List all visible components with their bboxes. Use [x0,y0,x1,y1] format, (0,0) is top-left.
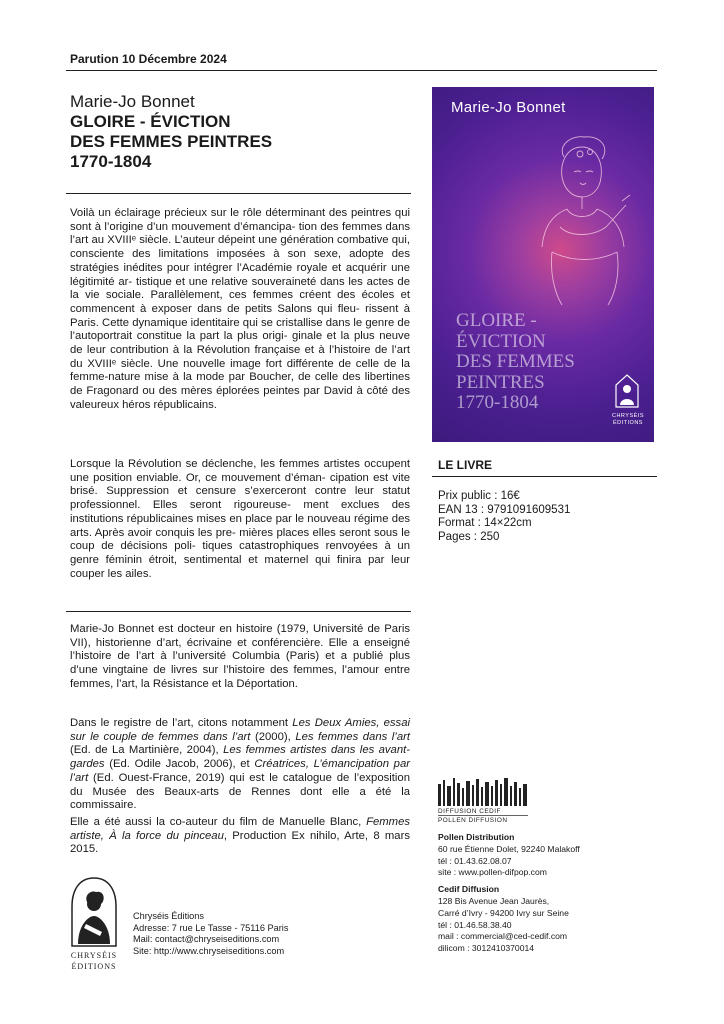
bio-text: (Ed. de La Martinière, 2004), [70,744,224,757]
work-title: Les Deux Amies, essai sur le couple de femmes dans l’art [70,717,410,743]
text-line: de Paris VII), historienne d’art, écrivaine et conférencière. [70,623,410,649]
work-title: Les femmes dans l’art [295,730,411,743]
summary-paragraph-2 [70,458,410,581]
publisher-info [133,911,288,957]
bio-text: Dans le registre de l’art, citons notamment [70,717,293,729]
cedif-dilicom: dilicom : 3012410370014 [438,943,535,954]
book-cover [432,87,654,442]
cover-title-line: GLOIRE - [456,310,537,331]
cover-publisher-line: ÉDITIONS [613,420,643,426]
text-line: mode par Boucher, de celle des libertines de Fragonard ou [70,371,410,398]
text-line: par le nouveau régime des arts. Après avoir conquis les pre- [70,512,411,539]
text-line: dans le genre de l’autoportrait constitue la part la plus origi- [70,316,410,343]
text-line: Marie-Jo Bonnet est docteur en histoire (1979, Université [70,623,368,635]
text-line: Elle a enseigné l’histoire de l’art à l’université Columbia [70,636,410,663]
pollen-site[interactable]: site : www.pollen-difpop.com [438,867,547,878]
distributor-logo-top-text: DIFFUSION CEDIF [438,808,501,815]
book-pages: Pages : 250 [438,530,500,543]
book-author: Marie-Jo Bonnet [70,92,195,111]
text-line: contre leur statut professionnel. Elles seront rigoureuse- [70,485,410,512]
distribution-info [438,832,580,955]
text-line: tistique et une relative souveraineté dans les actes de la [70,275,410,302]
book-title-line: 1770-1804 [70,152,152,171]
portrait-illustration-icon [522,127,642,307]
text-line: des mères éplorées peintes par David à côté des valeureux [70,385,410,411]
text-line: ment exclues des institutions républicaines mises en place [70,499,410,525]
pollen-tel: tél : 01.43.62.08.07 [438,855,512,866]
cover-title [456,311,575,414]
text-line: Lorsque la Révolution se déclenche, les femmes artistes [70,458,365,470]
book-specs [438,490,570,544]
book-title-line: DES FEMMES PEINTRES [70,132,273,151]
publisher-address: Adresse: 7 rue Le Tasse - 75116 Paris [133,922,289,933]
header-divider [66,70,657,71]
text-line: française et à l’histoire de l’art du XVIIIᵉ siècle. Une nouvelle [70,344,410,370]
release-date: Parution 10 Décembre 2024 [70,52,227,66]
publisher-name: Chryséis Éditions [133,911,204,921]
bio-text: (Ed. Odile Jacob, 2006), et [104,758,255,771]
book-format: Format : 14×22cm [438,517,532,530]
text-line: et commencent à exposer dans de petits Salons qui fleu- [70,289,410,315]
text-line: peintres qui sont à l’origine d’un mouvement d’émancipa- [70,207,410,233]
bio-text: (2000), [250,730,296,743]
text-line: une génération combative qui, consciente des limitations [70,234,410,261]
text-line: rissent à Paris. Cette dynamique identitaire qui se cristallise [70,302,410,329]
text-line: intégrer l’Académie royale et acquérir une légitimité ar- [70,261,410,288]
book-title [70,112,272,172]
text-line: la Déportation. [224,677,298,690]
bio-text: (Ed. Ouest-France, 2019) qui est le catalogue de l’exposition du Musée des Beaux-arts de Rennes dont elle a été la commissaire. [70,771,410,812]
bio-divider [66,611,411,612]
text-line: vie sociale. Parallèlement, ces femmes créent des écoles [85,289,401,302]
cedif-address-1: 128 Bis Avenue Jean Jaurès, [438,895,550,906]
publisher-mail[interactable]: Mail: contact@chryseiseditions.com [133,934,280,945]
pollen-address: 60 rue Étienne Dolet, 92240 Malakoff [438,843,580,854]
bio-paragraph-3 [70,816,410,857]
title-divider [66,193,411,194]
text-line: héros républicains. [122,398,217,411]
work-title: Créatrices, L’émancipation par l’art [70,758,410,784]
cover-title-line: PEINTRES [456,371,545,393]
logo-text-line-1: CHRYSÉIS [70,951,118,960]
cover-publisher [608,413,648,427]
text-line: occupent une position enviable. Or, ce mouvement d’éman- [70,458,410,484]
distributor-logo-bottom-text: POLLEN DIFFUSION [438,817,508,824]
text-line: image fort différente de celle de la femme-nature mise à la [70,357,410,384]
publisher-logo-icon [612,373,642,411]
cedif-mail[interactable]: mail : commercial@ced-cedif.com [438,931,568,942]
text-line: ginale et la plus neuve de leur contribution à la Révolution [70,330,410,357]
publisher-site[interactable]: Site: http://www.chryseiseditions.com [133,945,285,956]
cover-publisher-line: CHRYSÉIS [611,413,645,419]
bio-paragraph-1 [70,623,410,692]
text-line: tion des femmes dans l’art au XVIIIᵉ siècle. L’auteur dépeint [70,220,410,247]
film-title: Femmes artiste, À la force du pinceau [70,816,410,842]
book-price: Prix public : 16€ [438,490,520,502]
text-line: cipation est vite brisé. Suppression et censure s’exerceront [70,471,411,498]
cedif-tel: tél : 01.46.58.38.40 [438,919,512,930]
distributor-logo-icon [438,774,528,824]
text-line: imposées à son sexe, adopte des stratégies inédites pour [70,248,410,274]
book-section-divider [432,476,657,477]
chryseis-logo-icon [66,876,122,972]
text-line: Voilà un éclairage précieux sur le rôle déterminant des [70,207,351,219]
book-section-label: LE LIVRE [438,458,493,472]
cover-title-line: DES FEMMES [456,351,575,372]
cover-title-line: 1770-1804 [456,392,539,413]
work-title: Les femmes artistes dans les avant-gardes [70,744,411,771]
bio-paragraph-2 [70,717,410,813]
book-title-line: GLOIRE - ÉVICTION [70,112,231,131]
text-line: tiques catastrophiques renvoyées à un genre féminin étroit, [70,540,410,566]
text-line: (Paris) et a publié plus d’une vingtaine de livres sur l’histoire [70,650,410,677]
summary-paragraph-1 [70,207,410,413]
cedif-address-2: Carré d’Ivry - 94200 Ivry sur Seine [438,907,569,918]
book-ean: EAN 13 : 9791091609531 [438,503,571,516]
text-line: mières places elles seront sous le coup de décisions poli- [70,526,410,553]
cedif-name: Cedif Diffusion [438,884,500,895]
bio-text: Elle a été aussi la co-auteur du film de Manuelle Blanc, [70,816,367,828]
text-line: des femmes, l’amour entre femmes, l’art, la Résistance et [70,664,410,690]
text-line: sentimental et maternel qui finira par leur couper les ailes. [70,553,411,580]
cover-title-line: ÉVICTION [456,330,546,352]
bio-text: , Production Ex nihilo, Arte, 8 mars 2015. [70,829,410,856]
pollen-name: Pollen Distribution [438,832,515,842]
cover-author: Marie-Jo Bonnet [451,99,566,116]
logo-text-line-2: ÉDITIONS [71,962,117,971]
